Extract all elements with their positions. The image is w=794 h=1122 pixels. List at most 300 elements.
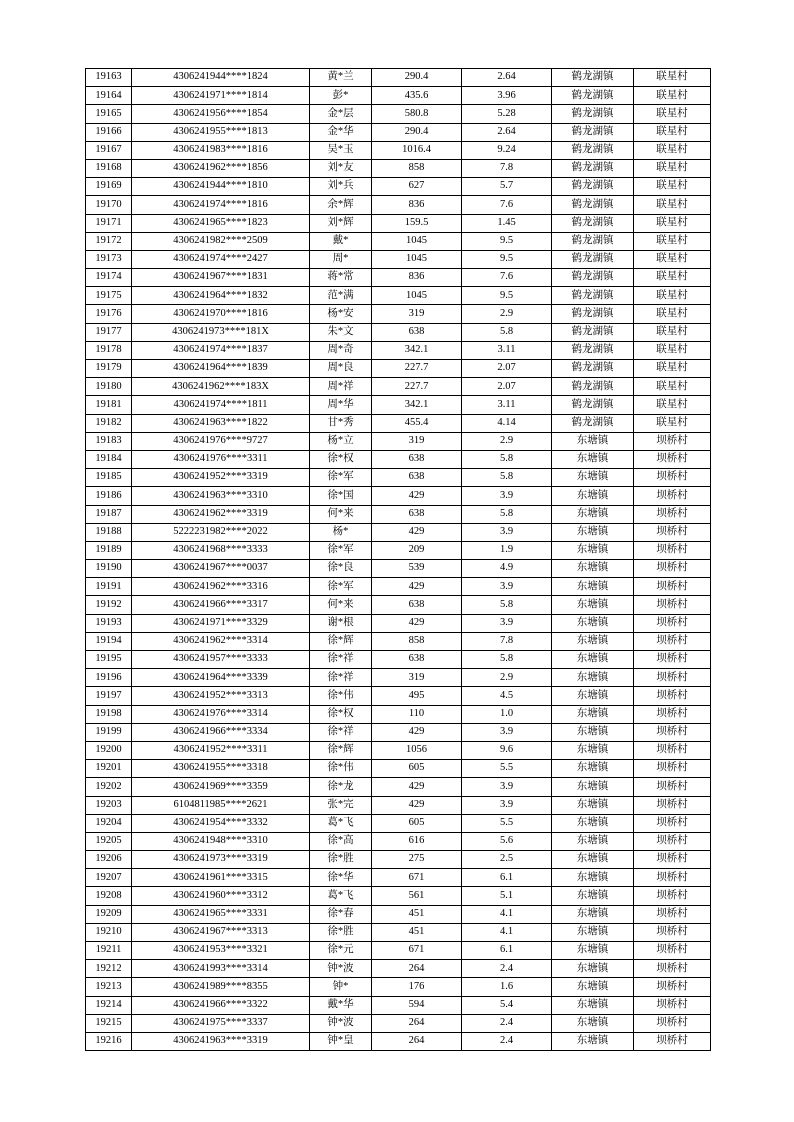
- cell-id-number: 4306241983****1816: [132, 141, 310, 159]
- cell-amount: 836: [372, 269, 462, 287]
- cell-village: 联星村: [634, 287, 711, 305]
- cell-name: 徐*祥: [310, 651, 372, 669]
- cell-id-number: 4306241952****3313: [132, 687, 310, 705]
- table-row: [86, 232, 711, 250]
- cell-id-number: 4306241953****3321: [132, 942, 310, 960]
- cell-village: 坝桥村: [634, 960, 711, 978]
- cell-name: 徐*国: [310, 487, 372, 505]
- cell-village: 坝桥村: [634, 1014, 711, 1032]
- cell-amount: 638: [372, 505, 462, 523]
- cell-amount: 264: [372, 1032, 462, 1050]
- cell-town: 东塘镇: [552, 469, 634, 487]
- cell-town: 东塘镇: [552, 905, 634, 923]
- cell-amount: 605: [372, 814, 462, 832]
- cell-name: 徐*胜: [310, 923, 372, 941]
- cell-name: 戴*: [310, 232, 372, 250]
- cell-town: 东塘镇: [552, 669, 634, 687]
- cell-village: 坝桥村: [634, 741, 711, 759]
- cell-amount: 342.1: [372, 341, 462, 359]
- cell-amount: 594: [372, 996, 462, 1014]
- cell-town: 东塘镇: [552, 596, 634, 614]
- cell-rate: 5.8: [462, 469, 552, 487]
- cell-id-number: 4306241963****3310: [132, 487, 310, 505]
- cell-amount: 539: [372, 560, 462, 578]
- cell-amount: 176: [372, 978, 462, 996]
- table-row: [86, 541, 711, 559]
- cell-name: 何*来: [310, 596, 372, 614]
- cell-town: 东塘镇: [552, 541, 634, 559]
- cell-seq: 19186: [86, 487, 132, 505]
- cell-seq: 19204: [86, 814, 132, 832]
- cell-town: 东塘镇: [552, 1014, 634, 1032]
- cell-amount: 319: [372, 669, 462, 687]
- cell-rate: 4.9: [462, 560, 552, 578]
- cell-seq: 19165: [86, 105, 132, 123]
- cell-id-number: 4306241948****3310: [132, 832, 310, 850]
- table-row: [86, 814, 711, 832]
- cell-town: 东塘镇: [552, 705, 634, 723]
- cell-rate: 6.1: [462, 942, 552, 960]
- cell-town: 东塘镇: [552, 614, 634, 632]
- cell-village: 联星村: [634, 414, 711, 432]
- cell-seq: 19207: [86, 869, 132, 887]
- cell-name: 钟*波: [310, 1014, 372, 1032]
- table-row: [86, 1014, 711, 1032]
- cell-id-number: 4306241962****3316: [132, 578, 310, 596]
- cell-amount: 858: [372, 632, 462, 650]
- cell-seq: 19191: [86, 578, 132, 596]
- cell-village: 坝桥村: [634, 869, 711, 887]
- cell-seq: 19178: [86, 341, 132, 359]
- cell-name: 金*层: [310, 105, 372, 123]
- cell-rate: 4.1: [462, 923, 552, 941]
- cell-seq: 19177: [86, 323, 132, 341]
- cell-seq: 19173: [86, 250, 132, 268]
- table-row: [86, 596, 711, 614]
- cell-name: 钟*皇: [310, 1032, 372, 1050]
- cell-rate: 4.1: [462, 905, 552, 923]
- table-row: [86, 360, 711, 378]
- cell-id-number: 4306241975****3337: [132, 1014, 310, 1032]
- cell-rate: 3.9: [462, 523, 552, 541]
- cell-id-number: 4306241955****1813: [132, 123, 310, 141]
- cell-rate: 2.4: [462, 1032, 552, 1050]
- cell-village: 坝桥村: [634, 560, 711, 578]
- cell-town: 东塘镇: [552, 578, 634, 596]
- cell-rate: 1.9: [462, 541, 552, 559]
- table-row: [86, 960, 711, 978]
- cell-name: 徐*权: [310, 705, 372, 723]
- table-row: [86, 269, 711, 287]
- cell-seq: 19175: [86, 287, 132, 305]
- cell-id-number: 4306241973****3319: [132, 851, 310, 869]
- cell-rate: 3.96: [462, 87, 552, 105]
- cell-town: 鹤龙湖镇: [552, 196, 634, 214]
- cell-name: 徐*元: [310, 942, 372, 960]
- cell-village: 坝桥村: [634, 487, 711, 505]
- cell-name: 周*良: [310, 360, 372, 378]
- cell-seq: 19209: [86, 905, 132, 923]
- cell-amount: 638: [372, 651, 462, 669]
- cell-village: 坝桥村: [634, 541, 711, 559]
- cell-rate: 2.64: [462, 69, 552, 87]
- table-row: [86, 505, 711, 523]
- cell-town: 东塘镇: [552, 505, 634, 523]
- cell-seq: 19183: [86, 432, 132, 450]
- cell-seq: 19176: [86, 305, 132, 323]
- table-row: [86, 414, 711, 432]
- table-row: [86, 614, 711, 632]
- cell-name: 徐*良: [310, 560, 372, 578]
- cell-id-number: 4306241982****2509: [132, 232, 310, 250]
- cell-id-number: 4306241962****3314: [132, 632, 310, 650]
- cell-name: 葛*飞: [310, 814, 372, 832]
- cell-amount: 638: [372, 596, 462, 614]
- table-row: [86, 942, 711, 960]
- cell-seq: 19208: [86, 887, 132, 905]
- cell-seq: 19194: [86, 632, 132, 650]
- cell-seq: 19163: [86, 69, 132, 87]
- cell-village: 联星村: [634, 196, 711, 214]
- cell-name: 徐*祥: [310, 723, 372, 741]
- cell-id-number: 4306241974****2427: [132, 250, 310, 268]
- records-table: [85, 68, 711, 1051]
- cell-rate: 1.45: [462, 214, 552, 232]
- cell-rate: 3.9: [462, 487, 552, 505]
- cell-village: 联星村: [634, 396, 711, 414]
- cell-seq: 19181: [86, 396, 132, 414]
- cell-seq: 19200: [86, 741, 132, 759]
- cell-seq: 19214: [86, 996, 132, 1014]
- cell-id-number: 4306241944****1824: [132, 69, 310, 87]
- cell-amount: 319: [372, 432, 462, 450]
- cell-id-number: 4306241971****3329: [132, 614, 310, 632]
- cell-seq: 19190: [86, 560, 132, 578]
- cell-id-number: 4306241967****1831: [132, 269, 310, 287]
- cell-amount: 638: [372, 450, 462, 468]
- cell-rate: 6.1: [462, 869, 552, 887]
- cell-town: 东塘镇: [552, 996, 634, 1014]
- cell-id-number: 6104811985****2621: [132, 796, 310, 814]
- table-row: [86, 196, 711, 214]
- cell-name: 金*华: [310, 123, 372, 141]
- cell-amount: 1016.4: [372, 141, 462, 159]
- table-row: [86, 105, 711, 123]
- cell-amount: 671: [372, 942, 462, 960]
- cell-town: 东塘镇: [552, 450, 634, 468]
- cell-name: 徐*祥: [310, 669, 372, 687]
- cell-village: 联星村: [634, 305, 711, 323]
- cell-amount: 638: [372, 323, 462, 341]
- table-row: [86, 396, 711, 414]
- cell-rate: 5.6: [462, 832, 552, 850]
- cell-id-number: 4306241956****1854: [132, 105, 310, 123]
- table-row: [86, 796, 711, 814]
- cell-name: 刘*友: [310, 159, 372, 177]
- cell-village: 联星村: [634, 159, 711, 177]
- cell-village: 联星村: [634, 250, 711, 268]
- table-row: [86, 178, 711, 196]
- cell-village: 联星村: [634, 123, 711, 141]
- cell-seq: 19168: [86, 159, 132, 177]
- cell-rate: 7.6: [462, 196, 552, 214]
- cell-village: 联星村: [634, 69, 711, 87]
- table-row: [86, 287, 711, 305]
- table-row: [86, 996, 711, 1014]
- cell-seq: 19182: [86, 414, 132, 432]
- cell-id-number: 4306241964****1832: [132, 287, 310, 305]
- cell-village: 联星村: [634, 360, 711, 378]
- cell-seq: 19170: [86, 196, 132, 214]
- cell-amount: 836: [372, 196, 462, 214]
- cell-rate: 5.8: [462, 596, 552, 614]
- cell-village: 坝桥村: [634, 469, 711, 487]
- cell-village: 坝桥村: [634, 905, 711, 923]
- cell-town: 东塘镇: [552, 687, 634, 705]
- cell-seq: 19167: [86, 141, 132, 159]
- cell-amount: 1056: [372, 741, 462, 759]
- cell-amount: 159.5: [372, 214, 462, 232]
- cell-town: 鹤龙湖镇: [552, 396, 634, 414]
- cell-village: 坝桥村: [634, 505, 711, 523]
- cell-village: 坝桥村: [634, 596, 711, 614]
- table-row: [86, 669, 711, 687]
- cell-seq: 19206: [86, 851, 132, 869]
- cell-seq: 19215: [86, 1014, 132, 1032]
- cell-town: 东塘镇: [552, 923, 634, 941]
- cell-id-number: 4306241976****3311: [132, 450, 310, 468]
- cell-village: 坝桥村: [634, 796, 711, 814]
- cell-seq: 19174: [86, 269, 132, 287]
- table-row: [86, 760, 711, 778]
- table-row: [86, 887, 711, 905]
- cell-town: 东塘镇: [552, 978, 634, 996]
- cell-name: 朱*文: [310, 323, 372, 341]
- cell-name: 吴*玉: [310, 141, 372, 159]
- table-row: [86, 923, 711, 941]
- cell-amount: 275: [372, 851, 462, 869]
- cell-village: 联星村: [634, 105, 711, 123]
- table-row: [86, 341, 711, 359]
- cell-amount: 1045: [372, 232, 462, 250]
- cell-rate: 5.5: [462, 760, 552, 778]
- cell-name: 范*满: [310, 287, 372, 305]
- cell-seq: 19184: [86, 450, 132, 468]
- cell-name: 杨*: [310, 523, 372, 541]
- cell-id-number: 4306241966****3317: [132, 596, 310, 614]
- cell-name: 周*祥: [310, 378, 372, 396]
- cell-name: 徐*高: [310, 832, 372, 850]
- cell-id-number: 4306241993****3314: [132, 960, 310, 978]
- cell-amount: 290.4: [372, 69, 462, 87]
- cell-amount: 429: [372, 523, 462, 541]
- table-row: [86, 487, 711, 505]
- cell-rate: 5.8: [462, 651, 552, 669]
- cell-rate: 3.11: [462, 341, 552, 359]
- cell-rate: 4.14: [462, 414, 552, 432]
- cell-town: 鹤龙湖镇: [552, 305, 634, 323]
- cell-seq: 19211: [86, 942, 132, 960]
- cell-id-number: 4306241966****3322: [132, 996, 310, 1014]
- table-row: [86, 378, 711, 396]
- cell-village: 坝桥村: [634, 523, 711, 541]
- cell-name: 杨*安: [310, 305, 372, 323]
- cell-id-number: 4306241962****1856: [132, 159, 310, 177]
- cell-name: 徐*权: [310, 450, 372, 468]
- table-row: [86, 978, 711, 996]
- cell-name: 张*完: [310, 796, 372, 814]
- cell-town: 东塘镇: [552, 741, 634, 759]
- cell-amount: 671: [372, 869, 462, 887]
- cell-rate: 3.9: [462, 723, 552, 741]
- cell-amount: 616: [372, 832, 462, 850]
- cell-name: 徐*伟: [310, 760, 372, 778]
- cell-seq: 19193: [86, 614, 132, 632]
- cell-name: 徐*军: [310, 578, 372, 596]
- cell-name: 谢*根: [310, 614, 372, 632]
- cell-village: 坝桥村: [634, 978, 711, 996]
- cell-rate: 5.8: [462, 450, 552, 468]
- cell-amount: 209: [372, 541, 462, 559]
- cell-village: 联星村: [634, 87, 711, 105]
- cell-name: 杨*立: [310, 432, 372, 450]
- table-row: [86, 250, 711, 268]
- cell-town: 鹤龙湖镇: [552, 287, 634, 305]
- cell-town: 东塘镇: [552, 1032, 634, 1050]
- cell-id-number: 4306241968****3333: [132, 541, 310, 559]
- cell-amount: 429: [372, 778, 462, 796]
- table-row: [86, 141, 711, 159]
- table-row: [86, 832, 711, 850]
- table-row: [86, 69, 711, 87]
- cell-rate: 3.9: [462, 778, 552, 796]
- cell-rate: 9.6: [462, 741, 552, 759]
- cell-village: 坝桥村: [634, 887, 711, 905]
- cell-id-number: 4306241989****8355: [132, 978, 310, 996]
- table-row: [86, 214, 711, 232]
- cell-name: 钟*波: [310, 960, 372, 978]
- table-row: [86, 469, 711, 487]
- cell-seq: 19210: [86, 923, 132, 941]
- cell-village: 坝桥村: [634, 432, 711, 450]
- cell-id-number: 4306241961****3315: [132, 869, 310, 887]
- cell-seq: 19187: [86, 505, 132, 523]
- cell-town: 鹤龙湖镇: [552, 105, 634, 123]
- cell-rate: 1.6: [462, 978, 552, 996]
- cell-rate: 2.07: [462, 360, 552, 378]
- cell-name: 徐*龙: [310, 778, 372, 796]
- cell-id-number: 5222231982****2022: [132, 523, 310, 541]
- cell-amount: 638: [372, 469, 462, 487]
- cell-id-number: 4306241976****9727: [132, 432, 310, 450]
- cell-rate: 2.9: [462, 432, 552, 450]
- table-row: [86, 560, 711, 578]
- cell-rate: 5.1: [462, 887, 552, 905]
- cell-village: 联星村: [634, 323, 711, 341]
- cell-town: 东塘镇: [552, 651, 634, 669]
- cell-id-number: 4306241976****3314: [132, 705, 310, 723]
- cell-name: 黄*兰: [310, 69, 372, 87]
- cell-village: 坝桥村: [634, 450, 711, 468]
- cell-town: 东塘镇: [552, 487, 634, 505]
- cell-id-number: 4306241974****1811: [132, 396, 310, 414]
- cell-rate: 2.64: [462, 123, 552, 141]
- cell-town: 鹤龙湖镇: [552, 360, 634, 378]
- cell-town: 鹤龙湖镇: [552, 178, 634, 196]
- cell-seq: 19180: [86, 378, 132, 396]
- table-row: [86, 123, 711, 141]
- cell-village: 联星村: [634, 341, 711, 359]
- cell-name: 徐*华: [310, 869, 372, 887]
- cell-town: 东塘镇: [552, 632, 634, 650]
- cell-name: 刘*兵: [310, 178, 372, 196]
- cell-amount: 264: [372, 1014, 462, 1032]
- cell-seq: 19213: [86, 978, 132, 996]
- cell-name: 戴*华: [310, 996, 372, 1014]
- cell-id-number: 4306241966****3334: [132, 723, 310, 741]
- cell-seq: 19196: [86, 669, 132, 687]
- cell-rate: 2.9: [462, 669, 552, 687]
- cell-id-number: 4306241952****3311: [132, 741, 310, 759]
- cell-rate: 3.11: [462, 396, 552, 414]
- cell-rate: 2.9: [462, 305, 552, 323]
- cell-town: 鹤龙湖镇: [552, 323, 634, 341]
- cell-amount: 264: [372, 960, 462, 978]
- cell-name: 徐*伟: [310, 687, 372, 705]
- table-row: [86, 159, 711, 177]
- cell-name: 徐*军: [310, 469, 372, 487]
- cell-id-number: 4306241971****1814: [132, 87, 310, 105]
- cell-seq: 19212: [86, 960, 132, 978]
- cell-rate: 5.28: [462, 105, 552, 123]
- cell-name: 周*奇: [310, 341, 372, 359]
- cell-town: 东塘镇: [552, 723, 634, 741]
- cell-amount: 429: [372, 614, 462, 632]
- cell-town: 鹤龙湖镇: [552, 87, 634, 105]
- table-row: [86, 323, 711, 341]
- cell-amount: 227.7: [372, 378, 462, 396]
- cell-town: 东塘镇: [552, 814, 634, 832]
- cell-id-number: 4306241974****1837: [132, 341, 310, 359]
- cell-rate: 7.6: [462, 269, 552, 287]
- cell-seq: 19201: [86, 760, 132, 778]
- table-row: [86, 432, 711, 450]
- cell-rate: 3.9: [462, 614, 552, 632]
- cell-amount: 455.4: [372, 414, 462, 432]
- cell-seq: 19164: [86, 87, 132, 105]
- cell-id-number: 4306241963****1822: [132, 414, 310, 432]
- cell-name: 周*华: [310, 396, 372, 414]
- cell-seq: 19188: [86, 523, 132, 541]
- cell-seq: 19198: [86, 705, 132, 723]
- cell-amount: 429: [372, 723, 462, 741]
- cell-village: 坝桥村: [634, 578, 711, 596]
- cell-seq: 19171: [86, 214, 132, 232]
- cell-seq: 19192: [86, 596, 132, 614]
- cell-village: 联星村: [634, 214, 711, 232]
- cell-town: 鹤龙湖镇: [552, 141, 634, 159]
- cell-seq: 19202: [86, 778, 132, 796]
- cell-rate: 9.5: [462, 287, 552, 305]
- cell-name: 钟*: [310, 978, 372, 996]
- cell-rate: 1.0: [462, 705, 552, 723]
- cell-id-number: 4306241955****3318: [132, 760, 310, 778]
- cell-name: 蒋*常: [310, 269, 372, 287]
- cell-rate: 4.5: [462, 687, 552, 705]
- table-row: [86, 87, 711, 105]
- cell-rate: 5.5: [462, 814, 552, 832]
- cell-amount: 110: [372, 705, 462, 723]
